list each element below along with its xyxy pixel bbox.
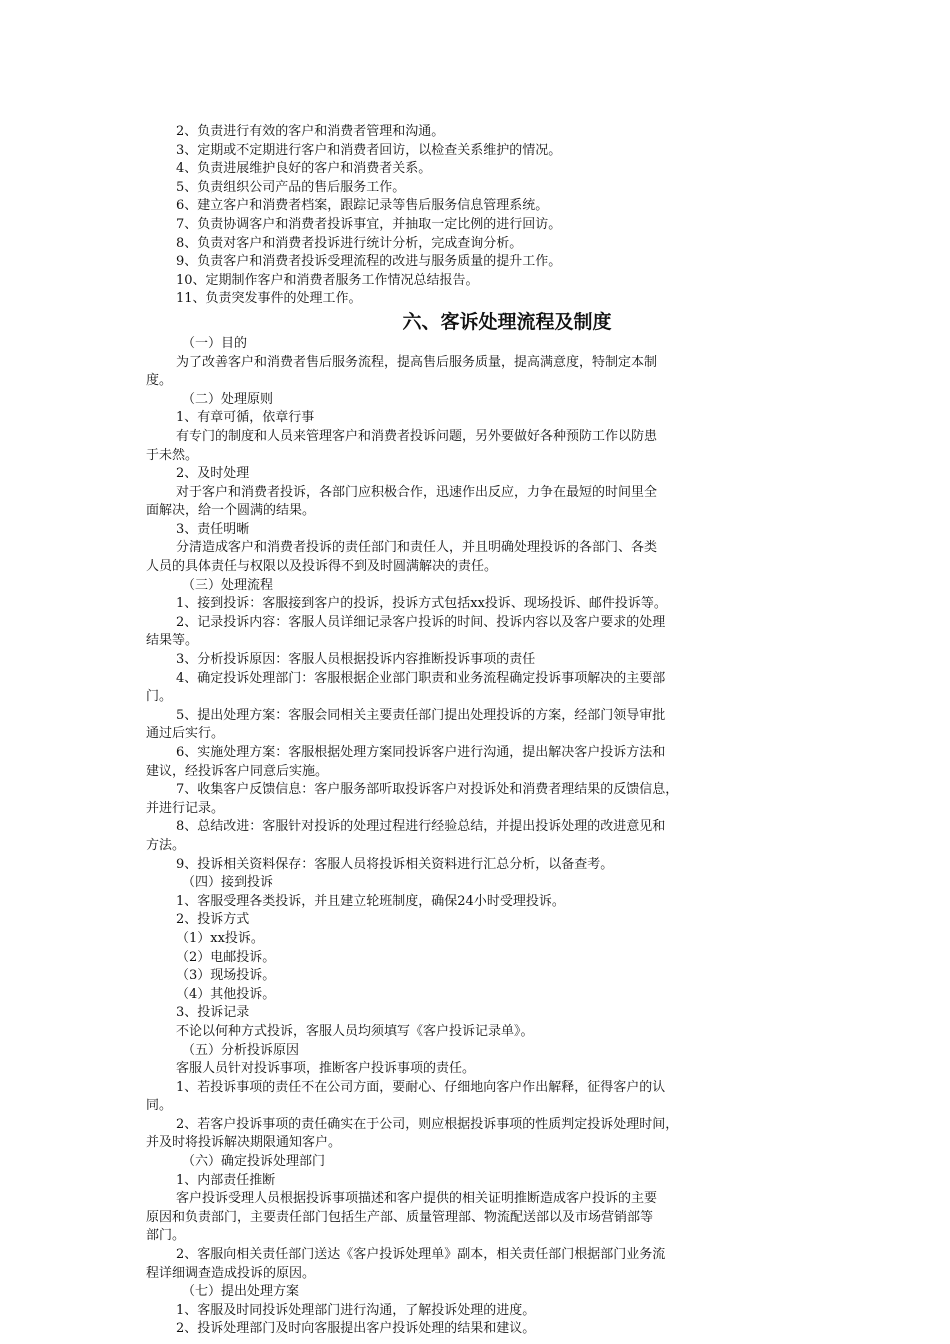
item-title: 1、客服受理各类投诉，并且建立轮班制度，确保24小时受理投诉。	[176, 893, 565, 909]
process-step-cont: 门。	[146, 689, 173, 705]
paragraph-line: 2、投诉处理部门及时向客服提出客户投诉处理的结果和建议。	[176, 1321, 536, 1337]
item-title: 1、有章可循，依章行事	[176, 410, 315, 426]
subsection-heading: （二）处理原则	[182, 391, 274, 407]
subsection-heading: （一）目的	[182, 335, 248, 351]
process-step: 6、实施处理方案：客服根据处理方案同投诉客户进行沟通，提出解决客户投诉方法和	[176, 745, 666, 760]
item-title: 2、投诉方式	[176, 912, 250, 928]
paragraph-line: 度。	[146, 373, 173, 389]
subsection-heading: （七）提出处理方案	[182, 1284, 300, 1300]
paragraph-line: 分清造成客户和消费者投诉的责任部门和责任人，并且明确处理投诉的各部门、各类	[176, 540, 658, 556]
paragraph-line: 2、客服向相关责任部门送达《客户投诉处理单》副本，相关责任部门根据部门业务流	[176, 1247, 666, 1263]
process-step: 9、投诉相关资料保存：客服人员将投诉相关资料进行汇总分析，以备查考。	[176, 856, 614, 872]
process-step: 5、提出处理方案：客服会同相关主要责任部门提出处理投诉的方案，经部门领导审批	[176, 707, 666, 723]
process-step: 3、分析投诉原因：客服人员根据投诉内容推断投诉事项的责任	[176, 652, 536, 668]
process-step-cont: 结果等。	[146, 633, 199, 649]
method-item: （3）现场投诉。	[176, 968, 276, 984]
method-item: （2）电邮投诉。	[176, 949, 276, 965]
process-step: 4、确定投诉处理部门：客服根据企业部门职责和业务流程确定投诉事项解决的主要部	[176, 670, 666, 686]
paragraph-line: 于未然。	[146, 447, 199, 463]
item-title: 3、投诉记录	[176, 1005, 250, 1021]
duty-item: 9、负责客户和消费者投诉受理流程的改进与服务质量的提升工作。	[176, 254, 562, 270]
subsection-heading: （四）接到投诉	[182, 875, 274, 891]
paragraph-line: 2、若客户投诉事项的责任确实在于公司，则应根据投诉事项的性质判定投诉处理时间，	[176, 1116, 679, 1132]
duty-item: 5、负责组织公司产品的售后服务工作。	[176, 179, 406, 195]
duty-item: 4、负责进展维护良好的客户和消费者关系。	[176, 161, 432, 177]
process-step: 7、收集客户反馈信息：客户服务部听取投诉客户对投诉处和消费者理结果的反馈信息，	[176, 782, 679, 798]
paragraph-line: 并及时将投诉解决期限通知客户。	[146, 1135, 342, 1151]
method-item: （4）其他投诉。	[176, 986, 276, 1002]
duty-item: 7、负责协调客户和消费者投诉事宜，并抽取一定比例的进行回访。	[176, 216, 562, 232]
process-step-cont: 方法。	[146, 837, 186, 853]
paragraph-line: 不论以何种方式投诉，客服人员均须填写《客户投诉记录单》。	[176, 1023, 534, 1039]
process-step-cont: 并进行记录。	[146, 800, 225, 816]
process-step: 1、接到投诉：客服接到客户的投诉，投诉方式包括xx投诉、现场投诉、邮件投诉等。	[176, 596, 667, 612]
paragraph-line: 客户投诉受理人员根据投诉事项描述和客户提供的相关证明推断造成客户投诉的主要	[176, 1191, 658, 1207]
paragraph-line: 程详细调查造成投诉的原因。	[146, 1265, 316, 1281]
item-title: 1、内部责任推断	[176, 1172, 276, 1188]
duty-item: 2、负责进行有效的客户和消费者管理和沟通。	[176, 124, 445, 139]
subsection-heading: （五）分析投诉原因	[182, 1042, 300, 1058]
item-title: 2、及时处理	[176, 466, 250, 482]
paragraph-line: 同。	[146, 1098, 173, 1114]
paragraph-line: 原因和负责部门，主要责任部门包括生产部、质量管理部、物流配送部以及市场营销部等	[146, 1209, 654, 1225]
item-title: 3、责任明晰	[176, 521, 250, 537]
paragraph-line: 面解决，给一个圆满的结果。	[146, 503, 316, 519]
duty-item: 3、定期或不定期进行客户和消费者回访，以检查关系维护的情况。	[176, 142, 562, 158]
process-step-cont: 通过后实行。	[146, 726, 225, 742]
paragraph-line: 有专门的制度和人员来管理客户和消费者投诉问题，另外要做好各种预防工作以防患	[176, 428, 658, 444]
subsection-heading: （六）确定投诉处理部门	[182, 1154, 326, 1170]
duty-item: 11、负责突发事件的处理工作。	[176, 291, 362, 307]
method-item: （1）xx投诉。	[176, 930, 264, 946]
paragraph-line: 人员的具体责任与权限以及投诉得不到及时圆满解决的责任。	[146, 559, 498, 575]
document-body	[146, 123, 808, 1339]
section-title: 六、客诉处理流程及制度	[402, 310, 612, 333]
process-step-cont: 建议，经投诉客户同意后实施。	[146, 763, 329, 779]
paragraph-line: 对于客户和消费者投诉，各部门应积极合作，迅速作出反应，力争在最短的时间里全	[176, 484, 658, 500]
paragraph-line: 客服人员针对投诉事项，推断客户投诉事项的责任。	[176, 1061, 476, 1077]
process-step: 8、总结改进：客服针对投诉的处理过程进行经验总结，并提出投诉处理的改进意见和	[176, 819, 666, 835]
paragraph-line: 1、若投诉事项的责任不在公司方面，要耐心、仔细地向客户作出解释，征得客户的认	[176, 1079, 666, 1095]
duty-item: 8、负责对客户和消费者投诉进行统计分析，完成查询分析。	[176, 235, 523, 251]
paragraph-line: 为了改善客户和消费者售后服务流程，提高售后服务质量，提高满意度，特制定本制	[176, 354, 658, 370]
duty-item: 10、定期制作客户和消费者服务工作情况总结报告。	[176, 272, 479, 288]
paragraph-line: 1、客服及时同投诉处理部门进行沟通，了解投诉处理的进度。	[176, 1302, 536, 1318]
process-step: 2、记录投诉内容：客服人员详细记录客户投诉的时间、投诉内容以及客户要求的处理	[176, 614, 666, 630]
paragraph-line: 部门。	[146, 1228, 186, 1244]
duty-item: 6、建立客户和消费者档案，跟踪记录等售后服务信息管理系统。	[176, 198, 549, 214]
subsection-heading: （三）处理流程	[182, 577, 274, 593]
